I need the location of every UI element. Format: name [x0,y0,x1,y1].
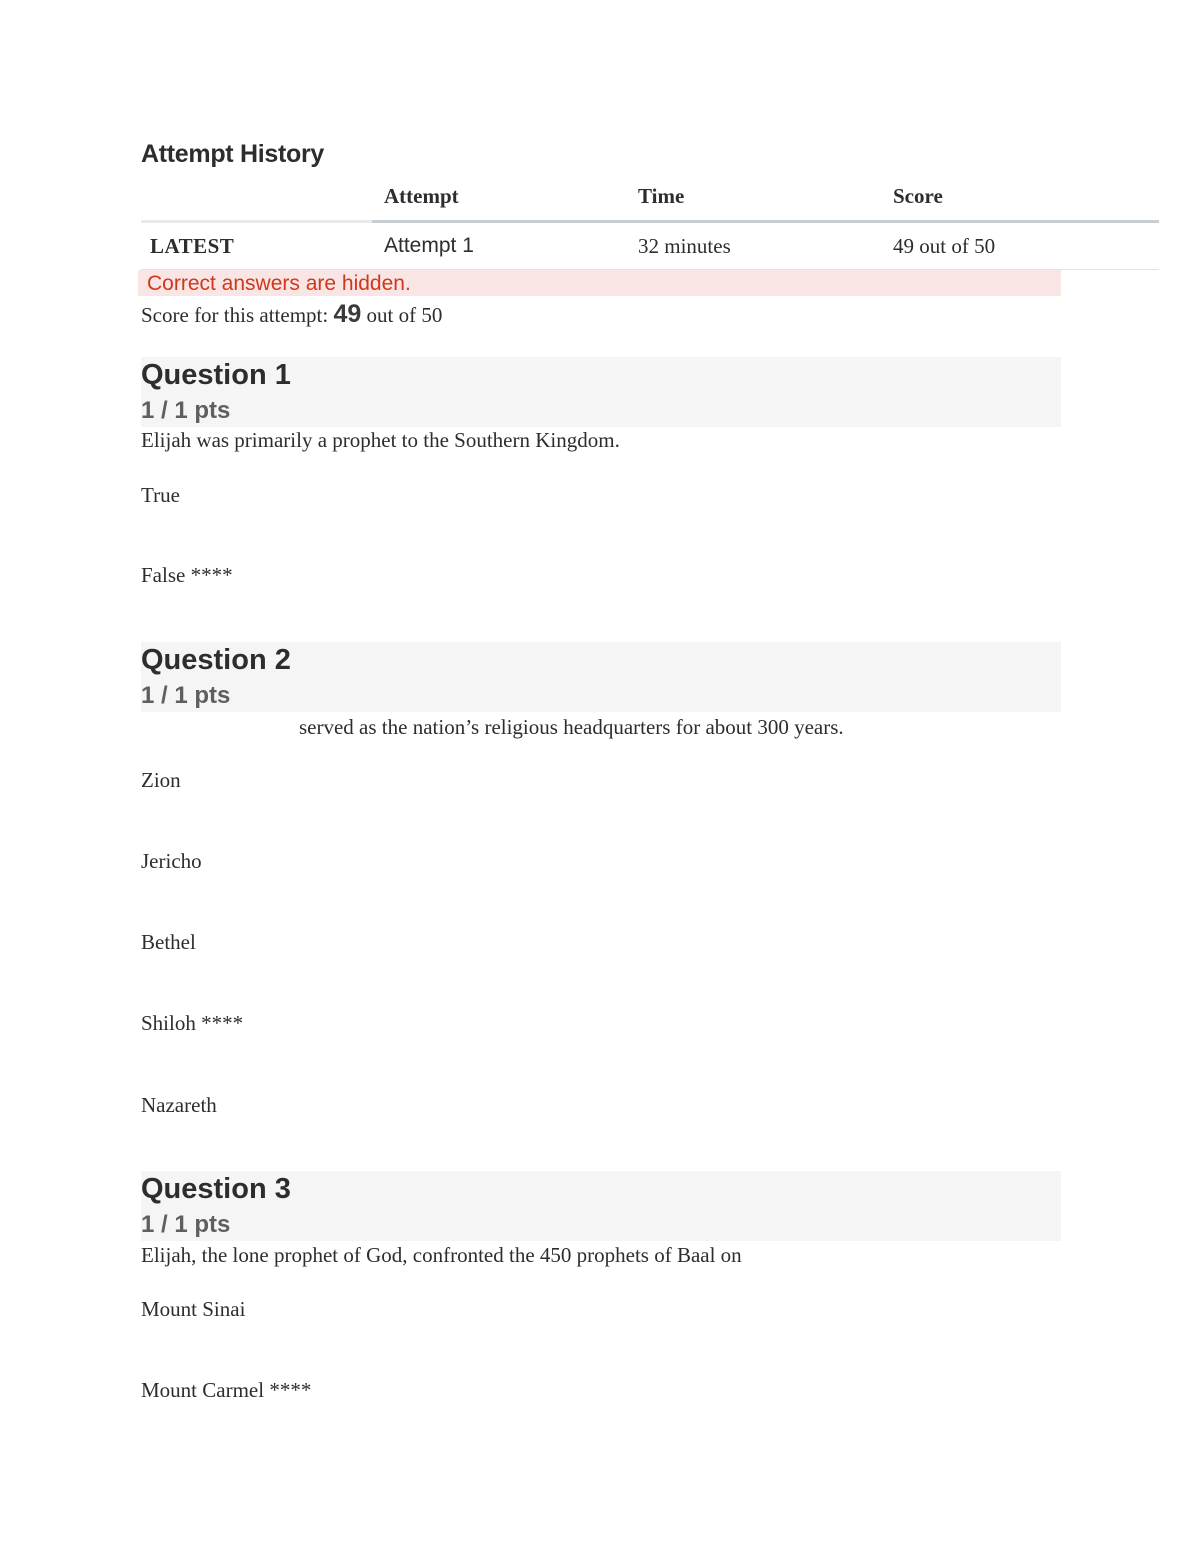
table-row [141,223,1159,270]
question-2-text: served as the nation’s religious headquarters for about 300 years. [299,715,844,739]
question-3-answer-carmel[interactable]: Mount Carmel **** [141,1378,312,1402]
attempt-score: 49 out of 50 [893,234,996,258]
question-3-header [141,1171,1061,1241]
question-2-title: Question 2 [141,644,291,676]
question-1-points: 1 / 1 pts [141,397,231,424]
table-header [141,178,1159,223]
score-suffix: out of 50 [366,303,443,327]
question-3-title: Question 3 [141,1173,291,1205]
column-header-attempt: Attempt [384,184,459,208]
attempt-history-table [141,178,1159,270]
attempt-time: 32 minutes [638,234,731,258]
answers-hidden-notice: Correct answers are hidden. [138,270,1061,296]
attempt-link[interactable]: Attempt 1 [384,234,474,257]
column-header-score: Score [893,184,943,208]
question-2-answer-zion[interactable]: Zion [141,768,181,792]
question-1-answer-true[interactable]: True [141,483,180,507]
question-2-header [141,642,1061,712]
question-1-text: Elijah was primarily a prophet to the Southern Kingdom. [141,428,620,452]
column-header-time: Time [638,184,685,208]
question-3-answer-sinai[interactable]: Mount Sinai [141,1297,246,1321]
question-3-text: Elijah, the lone prophet of God, confronted the 450 prophets of Baal on [141,1243,742,1267]
score-prefix: Score for this attempt: [141,303,329,327]
question-2-answer-nazareth[interactable]: Nazareth [141,1093,217,1117]
question-1-title: Question 1 [141,359,291,391]
attempt-history-title: Attempt History [141,140,325,168]
latest-label: LATEST [150,234,235,258]
question-2-points: 1 / 1 pts [141,682,231,709]
score-value: 49 [333,300,362,328]
question-2-answer-shiloh[interactable]: Shiloh **** [141,1011,244,1035]
question-1-header [141,357,1061,427]
question-2-answer-jericho[interactable]: Jericho [141,849,202,873]
question-1-answer-false[interactable]: False **** [141,563,233,587]
question-2-answer-bethel[interactable]: Bethel [141,930,196,954]
question-3-points: 1 / 1 pts [141,1211,231,1238]
score-summary [141,300,442,329]
